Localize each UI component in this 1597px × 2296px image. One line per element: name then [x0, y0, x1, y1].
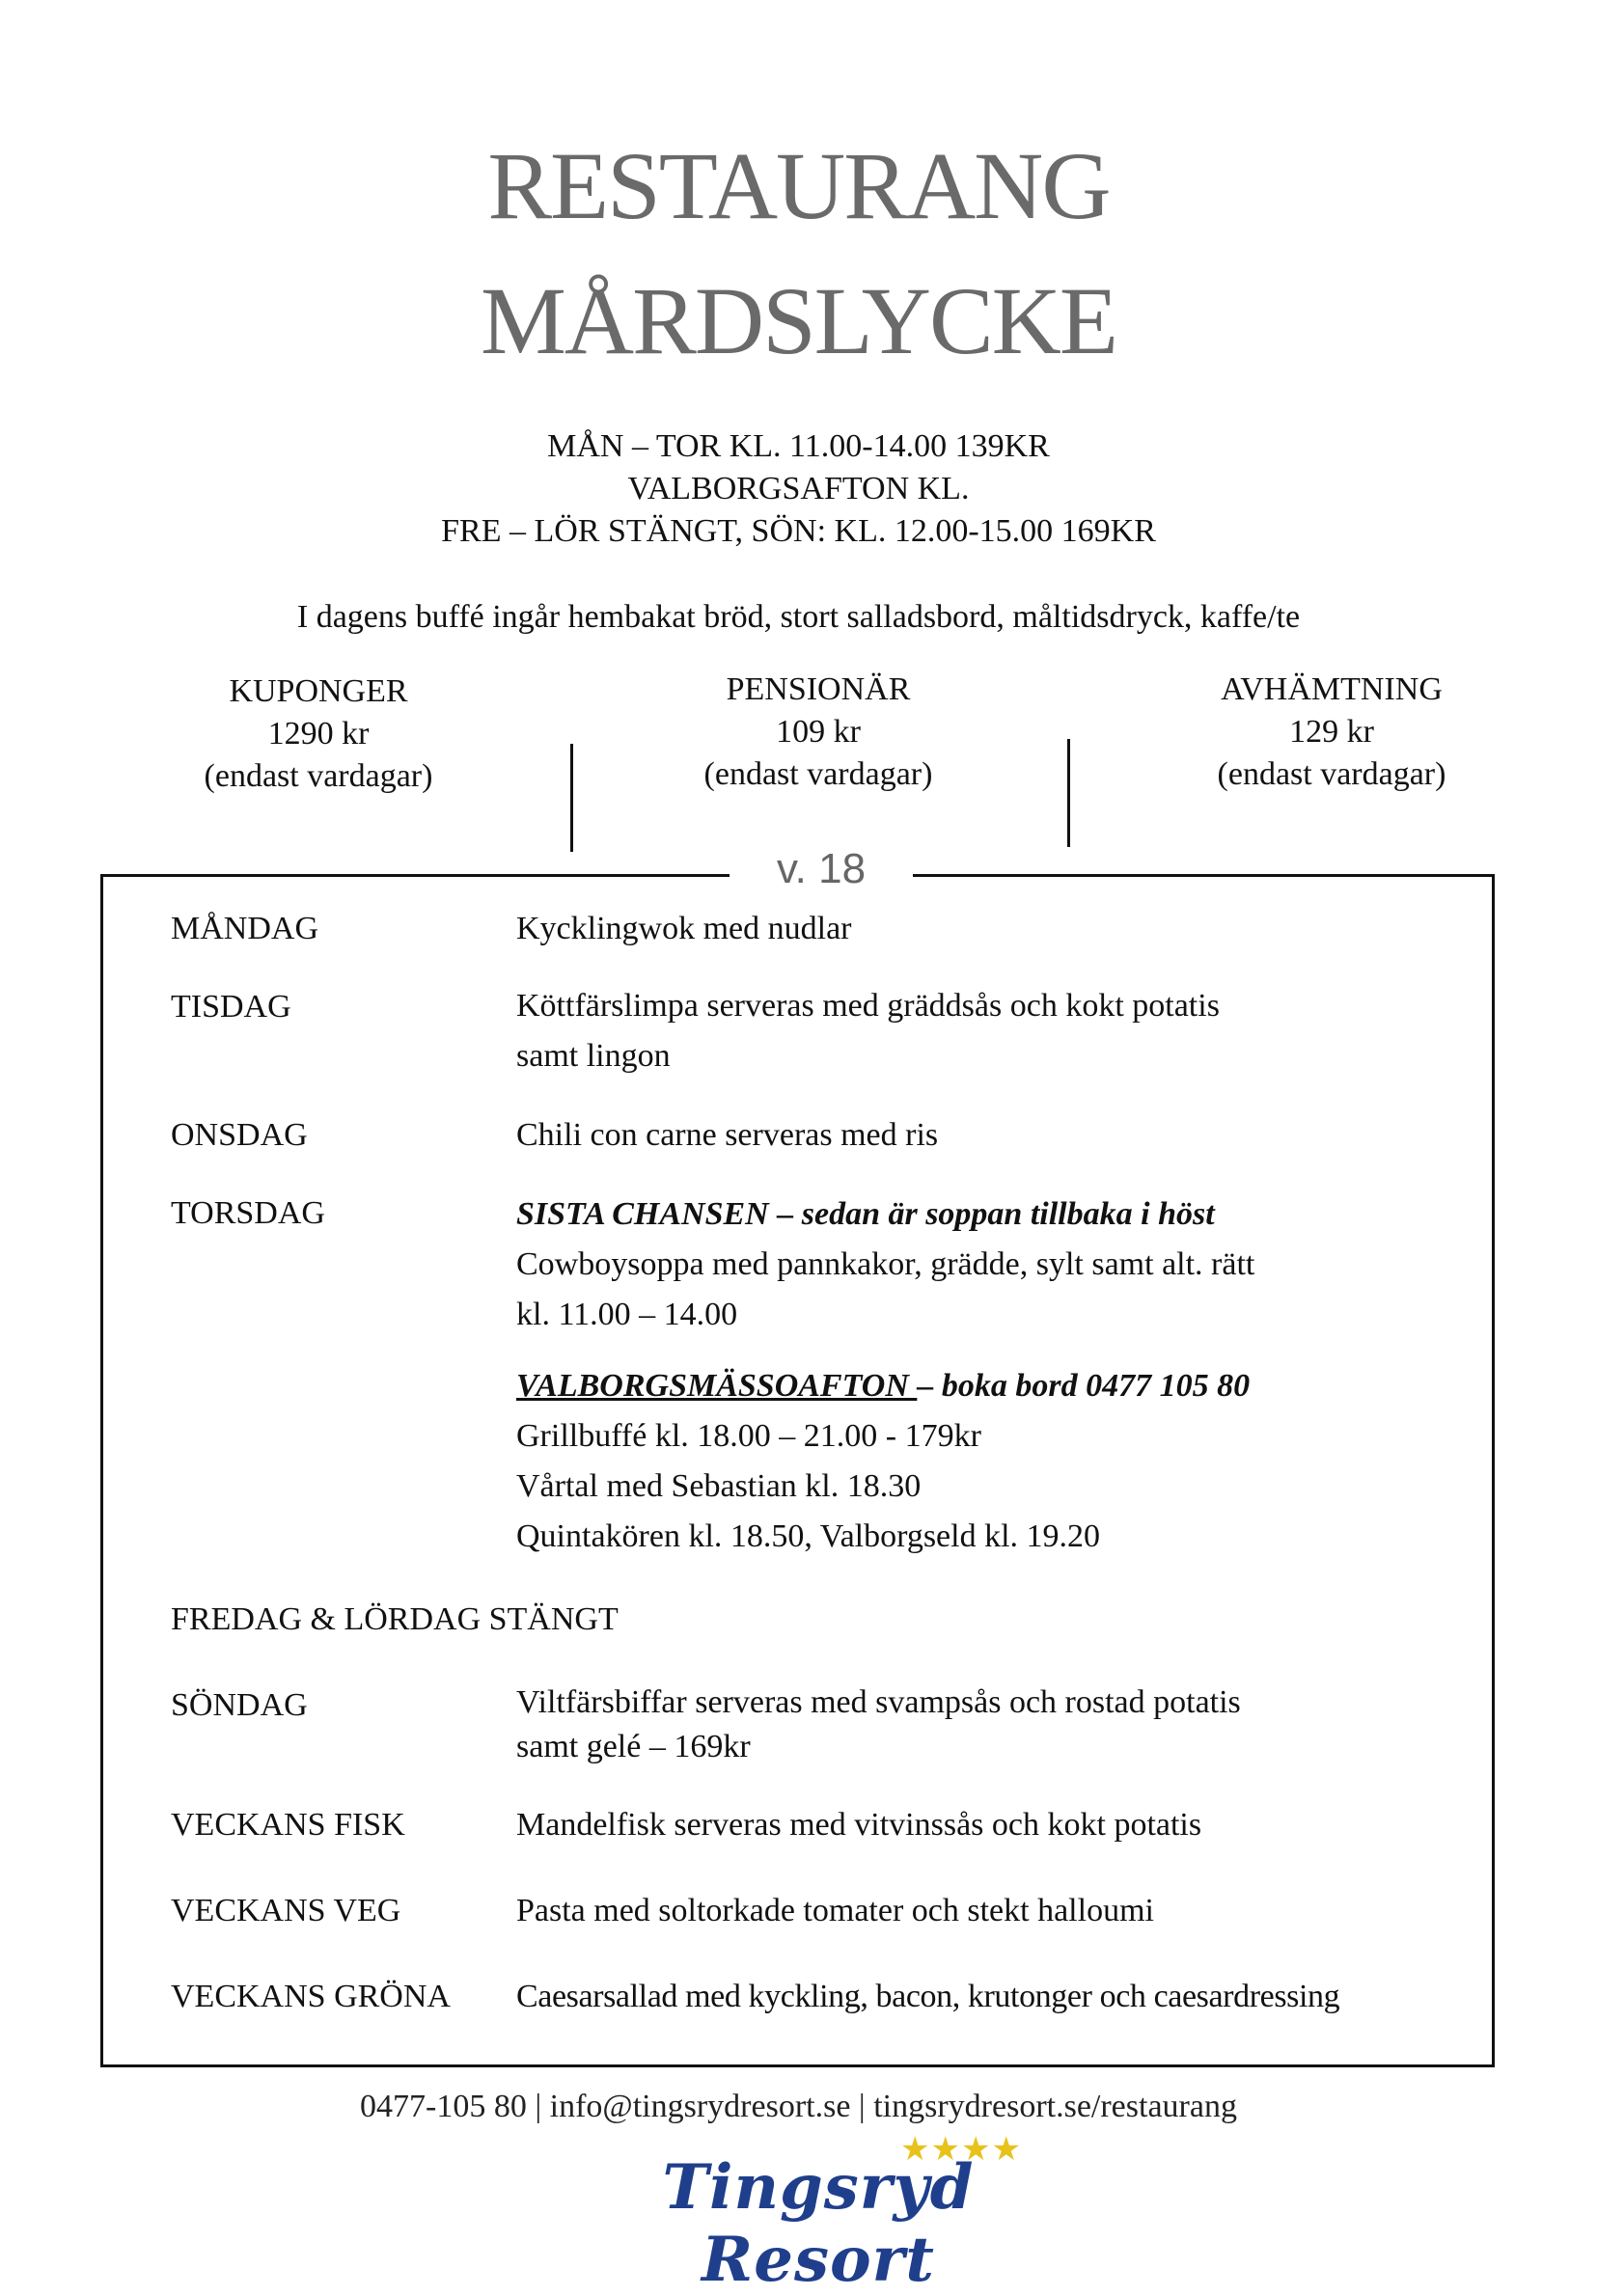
dish-fish: [516, 1800, 1201, 1850]
dish-wednesday: [516, 1110, 938, 1161]
dish-sunday: [516, 1681, 1241, 1769]
event-line: Grillbuffé kl. 18.00 – 21.00 - 179kr: [516, 1418, 981, 1454]
weekly-veg-label: VECKANS VEG: [171, 1893, 401, 1928]
dish-line: Pasta med soltorkade tomater och stekt halloumi: [516, 1893, 1154, 1928]
day-tuesday: TISDAG: [171, 989, 291, 1025]
divider: [570, 744, 573, 852]
opening-hours: [0, 425, 1597, 553]
restaurant-title-line2: MÅRDSLYCKE: [481, 267, 1116, 374]
dish-thursday: [516, 1189, 1254, 1562]
valborg-title: VALBORGSMÄSSOAFTON: [516, 1368, 918, 1404]
dish-line: Köttfärslimpa serveras med gräddsås och kokt potatis: [516, 988, 1220, 1024]
dish-line: samt lingon: [516, 1038, 671, 1074]
price-value: 109 kr: [776, 714, 861, 750]
price-pensioner: [635, 669, 1002, 796]
day-wednesday: ONSDAG: [171, 1117, 308, 1153]
price-note: (endast vardagar): [703, 756, 933, 792]
price-value: 1290 kr: [267, 716, 370, 752]
hours-weekdays: MÅN – TOR KL. 11.00-14.00 139KR: [547, 428, 1050, 464]
dish-green: [516, 1972, 1339, 2022]
weekly-green-label: VECKANS GRÖNA: [171, 1979, 451, 2014]
dish-line: kl. 11.00 – 14.00: [516, 1297, 738, 1332]
tingsryd-resort-logo: [567, 2130, 1069, 2296]
event-line: Quintakören kl. 18.50, Valborgseld kl. 19.20: [516, 1518, 1101, 1554]
hours-valborg: VALBORGSAFTON KL.: [627, 471, 970, 506]
restaurant-title-line1: RESTAURANG: [487, 132, 1110, 239]
dish-line: Kycklingwok med nudlar: [516, 911, 852, 946]
price-label: AVHÄMTNING: [1221, 671, 1443, 707]
price-label: PENSIONÄR: [726, 671, 911, 707]
contact-footer: 0477-105 80 | info@tingsrydresort.se | tingsrydresort.se/restaurang: [360, 2089, 1237, 2124]
price-takeaway: [1148, 669, 1515, 796]
dish-line: Chili con carne serveras med ris: [516, 1117, 939, 1153]
dish-line: Caesarsallad med kyckling, bacon, krutonger och caesardressing: [516, 1979, 1340, 2014]
weekly-fish-label: VECKANS FISK: [171, 1807, 405, 1843]
star-rating-icon: ★★★★: [900, 2132, 1022, 2168]
day-sunday: SÖNDAG: [171, 1687, 308, 1723]
valborg-event-heading: [516, 1361, 1254, 1411]
dish-veg: [516, 1886, 1154, 1936]
dish-line: Cowboysoppa med pannkakor, grädde, sylt samt alt. rätt: [516, 1246, 1255, 1282]
price-coupons: [135, 670, 502, 798]
closed-notice: FREDAG & LÖRDAG STÄNGT: [171, 1601, 619, 1637]
price-value: 129 kr: [1289, 714, 1374, 750]
booking-info: – boka bord 0477 105 80: [917, 1368, 1251, 1404]
price-note: (endast vardagar): [204, 758, 433, 794]
day-monday: MÅNDAG: [171, 911, 318, 946]
dish-line: Viltfärsbiffar serveras med svampsås och rostad potatis: [516, 1684, 1241, 1720]
price-label: KUPONGER: [229, 673, 408, 709]
event-line: Vårtal med Sebastian kl. 18.30: [516, 1468, 922, 1504]
price-note: (endast vardagar): [1217, 756, 1446, 792]
dish-line: Mandelfisk serveras med vitvinssås och kokt potatis: [516, 1807, 1202, 1843]
dish-tuesday: [516, 981, 1220, 1081]
last-chance-note: SISTA CHANSEN – sedan är soppan tillbaka i höst: [516, 1196, 1215, 1232]
dish-monday: [516, 904, 852, 954]
week-number: v. 18: [730, 840, 913, 898]
dish-line: samt gelé – 169kr: [516, 1729, 751, 1764]
hours-weekend: FRE – LÖR STÄNGT, SÖN: KL. 12.00-15.00 169KR: [441, 513, 1156, 549]
day-thursday: TORSDAG: [171, 1195, 325, 1231]
buffet-info: I dagens buffé ingår hembakat bröd, stort salladsbord, måltidsdryck, kaffe/te: [296, 599, 1301, 635]
divider: [1067, 739, 1070, 847]
logo-text: Tingsryd Resort: [662, 2151, 975, 2296]
